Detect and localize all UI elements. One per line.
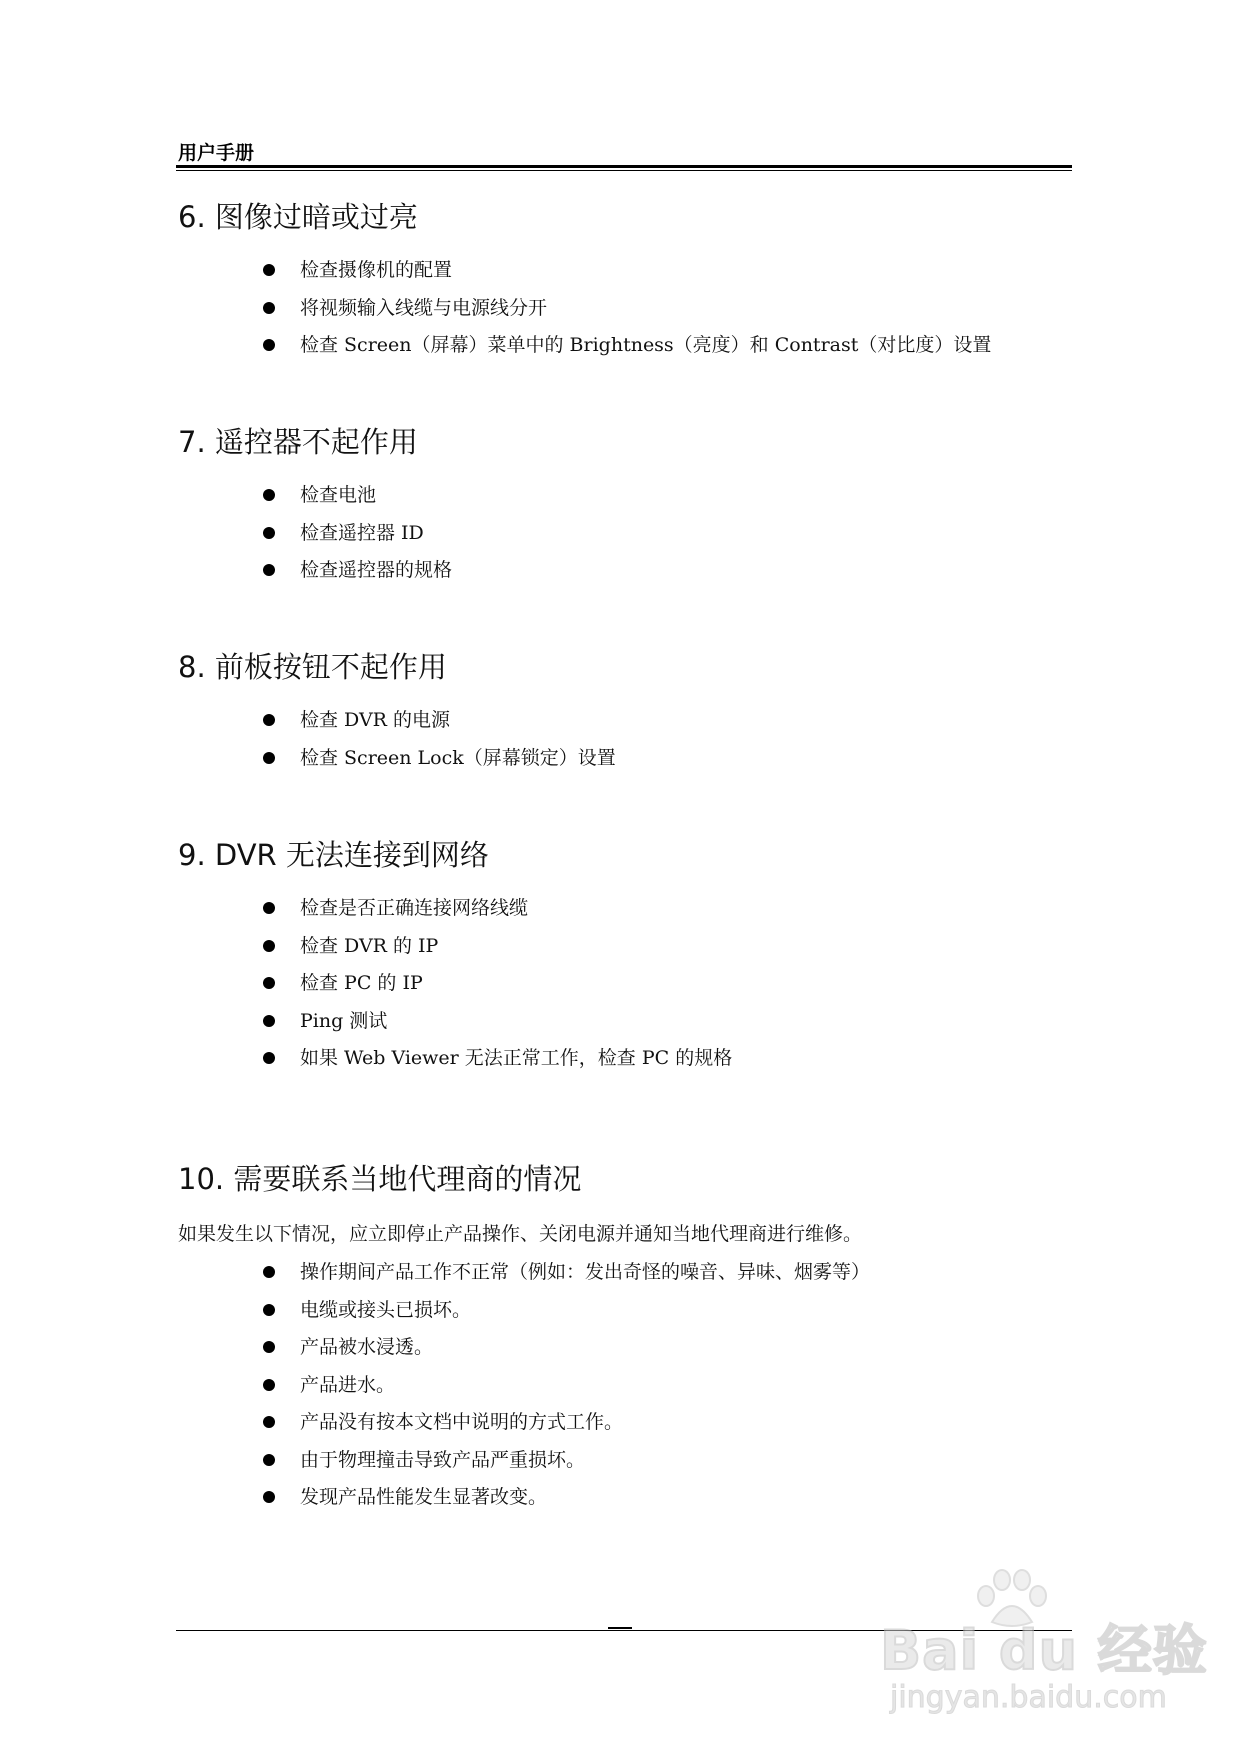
bullet-icon <box>263 1304 275 1316</box>
list-item: 检查遥控器的规格 <box>178 558 1078 596</box>
section-title: 8. 前板按钮不起作用 <box>178 650 447 684</box>
list-item: 操作期间产品工作不正常（例如：发出奇怪的噪音、异味、烟雾等） <box>178 1260 1078 1298</box>
bullet-icon <box>263 1266 275 1278</box>
list-item: 检查遥控器 ID <box>178 521 1078 559</box>
list-item: 将视频输入线缆与电源线分开 <box>178 296 1078 334</box>
section-title: 9. DVR 无法连接到网络 <box>178 838 489 872</box>
list-item: 产品进水。 <box>178 1373 1078 1411</box>
bullet-icon <box>263 902 275 914</box>
list-item: 电缆或接头已损坏。 <box>178 1298 1078 1336</box>
list-item: Ping 测试 <box>178 1009 1078 1047</box>
bullet-icon <box>263 714 275 726</box>
list-item: 检查 DVR 的电源 <box>178 708 1078 746</box>
list-item: 产品被水浸透。 <box>178 1335 1078 1373</box>
list-item: 产品没有按本文档中说明的方式工作。 <box>178 1410 1078 1448</box>
list-item: 检查 Screen（屏幕）菜单中的 Brightness（亮度）和 Contrast（对比度）设置 <box>178 333 1078 371</box>
list-item: 检查 Screen Lock（屏幕锁定）设置 <box>178 746 1078 784</box>
bullet-icon <box>263 339 275 351</box>
bullet-icon <box>263 527 275 539</box>
header-rule <box>176 165 1072 168</box>
section-10 <box>178 1162 1078 1523</box>
bullet-list <box>178 708 1078 783</box>
bullet-icon <box>263 752 275 764</box>
section-intro: 如果发生以下情况，应立即停止产品操作、关闭电源并通知当地代理商进行维修。 <box>178 1223 863 1245</box>
list-item: 检查电池 <box>178 483 1078 521</box>
bullet-icon <box>263 1454 275 1466</box>
bullet-icon <box>263 1015 275 1027</box>
bullet-icon <box>263 1341 275 1353</box>
list-item: 发现产品性能发生显著改变。 <box>178 1485 1078 1523</box>
bullet-list <box>178 258 1078 371</box>
bullet-icon <box>263 1491 275 1503</box>
baidu-url-text: jingyan.baidu.com <box>890 1680 1167 1715</box>
list-item: 检查摄像机的配置 <box>178 258 1078 296</box>
bullet-icon <box>263 564 275 576</box>
bullet-icon <box>263 489 275 501</box>
header-rule-thin <box>176 170 1072 171</box>
list-item: 检查 DVR 的 IP <box>178 934 1078 972</box>
section-7 <box>178 425 1078 596</box>
section-6 <box>178 200 1078 371</box>
bullet-list <box>178 483 1078 596</box>
section-title: 10. 需要联系当地代理商的情况 <box>178 1162 582 1196</box>
header-title: 用户手册 <box>178 142 255 164</box>
section-title: 6. 图像过暗或过亮 <box>178 200 418 234</box>
bullet-icon <box>263 1052 275 1064</box>
list-item: 检查 PC 的 IP <box>178 971 1078 1009</box>
section-title: 7. 遥控器不起作用 <box>178 425 418 459</box>
bullet-icon <box>263 977 275 989</box>
baidu-logo-text: Bai du 经验 <box>880 1619 1208 1682</box>
bullet-icon <box>263 302 275 314</box>
list-item: 检查是否正确连接网络线缆 <box>178 896 1078 934</box>
bullet-icon <box>263 1416 275 1428</box>
section-8 <box>178 650 1078 783</box>
list-item: 如果 Web Viewer 无法正常工作，检查 PC 的规格 <box>178 1046 1078 1084</box>
section-9 <box>178 838 1078 1084</box>
bullet-icon <box>263 264 275 276</box>
bullet-icon <box>263 1379 275 1391</box>
bullet-list <box>178 1260 1078 1523</box>
list-item: 由于物理撞击导致产品严重损坏。 <box>178 1448 1078 1486</box>
bullet-icon <box>263 940 275 952</box>
baidu-watermark <box>880 1568 1208 1718</box>
footer-page-mark <box>608 1627 632 1629</box>
bullet-list <box>178 896 1078 1084</box>
